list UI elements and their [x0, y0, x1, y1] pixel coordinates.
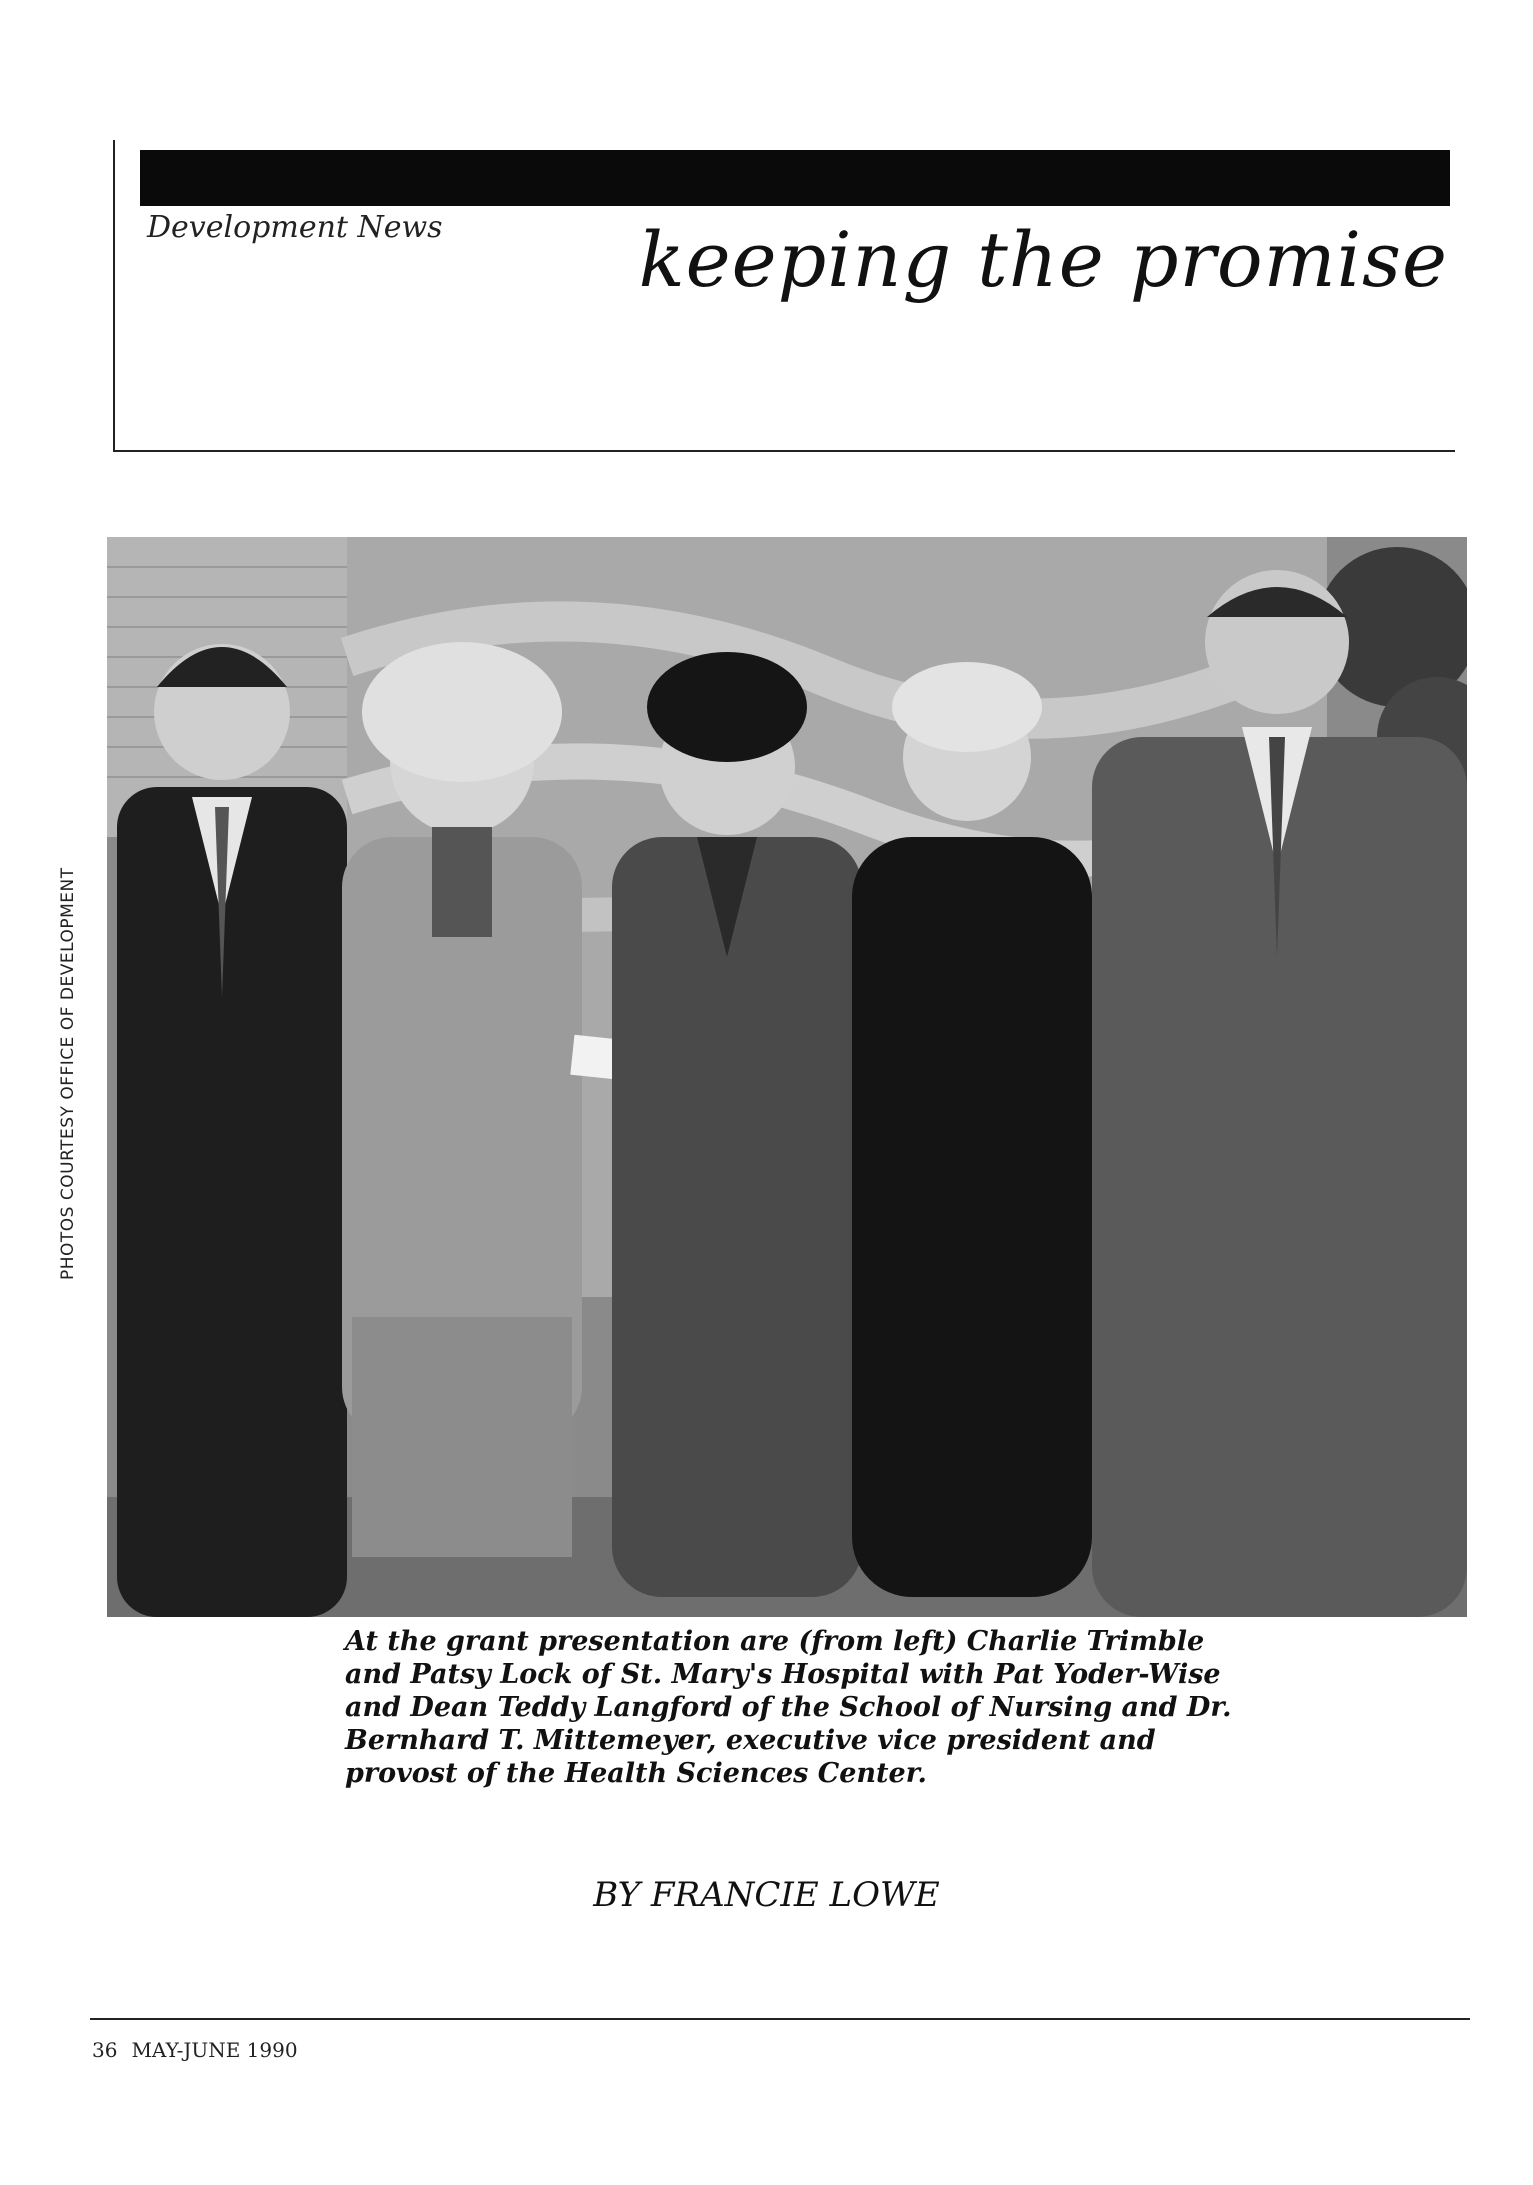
group-photo [107, 537, 1467, 1617]
page-number: 36 [92, 2038, 118, 2062]
issue-date: MAY-JUNE 1990 [131, 2038, 298, 2062]
footer [92, 2038, 312, 2062]
section-label: Development News [147, 210, 443, 245]
photo-credit: PHOTOS COURTESY OFFICE OF DEVELOPMENT [58, 867, 78, 1280]
header-bar [140, 150, 1450, 206]
footer-rule [90, 2018, 1470, 2020]
byline: BY FRANCIE LOWE [593, 1875, 940, 1915]
photo-caption: At the grant presentation are (from left) Charlie Trimble and Patsy Lock of St. Mary's Hospital with Pat Yoder-Wise and Dean Teddy Langford of the School of Nursing and Dr. Bernhard T. Mittemeyer, executive vice president and provost of the Health Sciences Center. [345, 1626, 1232, 1789]
headline: keeping the promise [638, 215, 1448, 304]
